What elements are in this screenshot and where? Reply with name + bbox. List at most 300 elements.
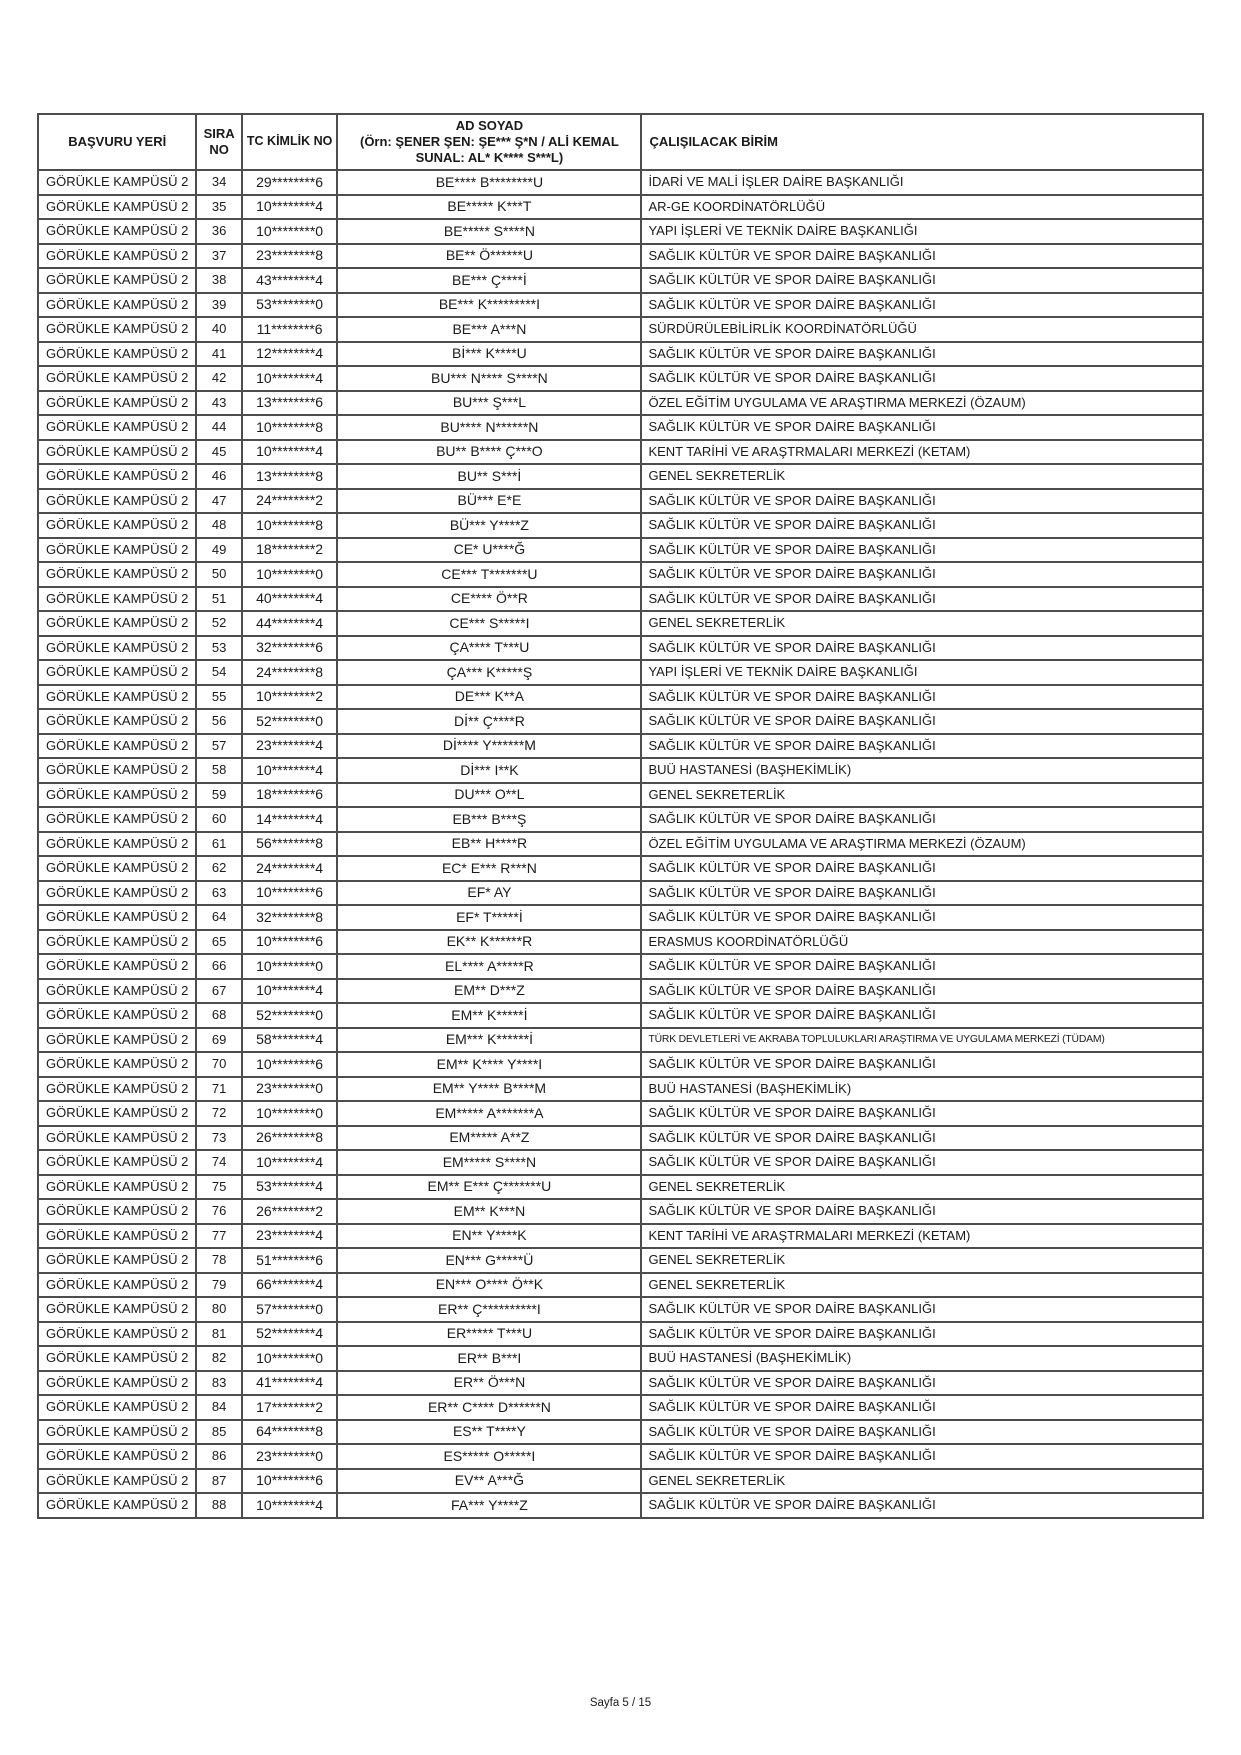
cell-birim: GENEL SEKRETERLİK xyxy=(641,1273,1203,1298)
cell-tc-kimlik-no: 10********4 xyxy=(242,366,338,391)
table-row xyxy=(38,538,1203,563)
cell-sira-no: 53 xyxy=(196,636,241,661)
table-row xyxy=(38,1248,1203,1273)
cell-birim: SAĞLIK KÜLTÜR VE SPOR DAİRE BAŞKANLIĞI xyxy=(641,1420,1203,1445)
cell-basvuru-yeri: GÖRÜKLE KAMPÜSÜ 2 xyxy=(38,930,196,955)
cell-sira-no: 85 xyxy=(196,1420,241,1445)
cell-basvuru-yeri: GÖRÜKLE KAMPÜSÜ 2 xyxy=(38,979,196,1004)
cell-tc-kimlik-no: 64********8 xyxy=(242,1420,338,1445)
cell-basvuru-yeri: GÖRÜKLE KAMPÜSÜ 2 xyxy=(38,587,196,612)
cell-basvuru-yeri: GÖRÜKLE KAMPÜSÜ 2 xyxy=(38,1101,196,1126)
cell-basvuru-yeri: GÖRÜKLE KAMPÜSÜ 2 xyxy=(38,170,196,195)
cell-sira-no: 64 xyxy=(196,905,241,930)
table-row xyxy=(38,219,1203,244)
cell-ad-soyad: ES** T****Y xyxy=(337,1420,641,1445)
cell-tc-kimlik-no: 40********4 xyxy=(242,587,338,612)
cell-tc-kimlik-no: 10********4 xyxy=(242,1150,338,1175)
table-row xyxy=(38,1077,1203,1102)
cell-birim: KENT TARİHİ VE ARAŞTRMALARI MERKEZİ (KETAM) xyxy=(641,1224,1203,1249)
cell-tc-kimlik-no: 10********4 xyxy=(242,440,338,465)
table-row xyxy=(38,366,1203,391)
cell-ad-soyad: Dİ**** Y******M xyxy=(337,734,641,759)
table-row xyxy=(38,1003,1203,1028)
table-row xyxy=(38,244,1203,269)
cell-tc-kimlik-no: 23********8 xyxy=(242,244,338,269)
cell-birim: GENEL SEKRETERLİK xyxy=(641,1469,1203,1494)
cell-birim: SAĞLIK KÜLTÜR VE SPOR DAİRE BAŞKANLIĞI xyxy=(641,1493,1203,1518)
cell-basvuru-yeri: GÖRÜKLE KAMPÜSÜ 2 xyxy=(38,489,196,514)
cell-ad-soyad: EM** E*** Ç*******U xyxy=(337,1175,641,1200)
cell-birim: TÜRK DEVLETLERİ VE AKRABA TOPLULUKLARI ARAŞTIRMA VE UYGULAMA MERKEZİ (TÜDAM) xyxy=(641,1028,1203,1053)
cell-sira-no: 50 xyxy=(196,562,241,587)
cell-basvuru-yeri: GÖRÜKLE KAMPÜSÜ 2 xyxy=(38,758,196,783)
cell-tc-kimlik-no: 11********6 xyxy=(242,317,338,342)
cell-ad-soyad: ER** Ç**********I xyxy=(337,1297,641,1322)
cell-tc-kimlik-no: 43********4 xyxy=(242,268,338,293)
table-row xyxy=(38,1224,1203,1249)
cell-ad-soyad: EF* T*****İ xyxy=(337,905,641,930)
cell-sira-no: 39 xyxy=(196,293,241,318)
cell-ad-soyad: EB*** B***Ş xyxy=(337,807,641,832)
cell-birim: SAĞLIK KÜLTÜR VE SPOR DAİRE BAŞKANLIĞI xyxy=(641,513,1203,538)
cell-tc-kimlik-no: 13********8 xyxy=(242,464,338,489)
cell-sira-no: 66 xyxy=(196,954,241,979)
cell-sira-no: 44 xyxy=(196,415,241,440)
cell-sira-no: 62 xyxy=(196,856,241,881)
table-row xyxy=(38,660,1203,685)
cell-tc-kimlik-no: 23********4 xyxy=(242,734,338,759)
cell-basvuru-yeri: GÖRÜKLE KAMPÜSÜ 2 xyxy=(38,636,196,661)
header-ad-soyad xyxy=(337,114,641,170)
header-sira-no: SIRA NO xyxy=(196,114,241,170)
cell-basvuru-yeri: GÖRÜKLE KAMPÜSÜ 2 xyxy=(38,1420,196,1445)
cell-sira-no: 83 xyxy=(196,1371,241,1396)
cell-tc-kimlik-no: 52********0 xyxy=(242,1003,338,1028)
table-row xyxy=(38,1346,1203,1371)
table-row xyxy=(38,1395,1203,1420)
cell-birim: SAĞLIK KÜLTÜR VE SPOR DAİRE BAŞKANLIĞI xyxy=(641,1101,1203,1126)
cell-birim: SAĞLIK KÜLTÜR VE SPOR DAİRE BAŞKANLIĞI xyxy=(641,954,1203,979)
cell-tc-kimlik-no: 10********8 xyxy=(242,415,338,440)
cell-ad-soyad: EF* AY xyxy=(337,881,641,906)
cell-tc-kimlik-no: 23********4 xyxy=(242,1224,338,1249)
cell-tc-kimlik-no: 23********0 xyxy=(242,1077,338,1102)
cell-birim: SAĞLIK KÜLTÜR VE SPOR DAİRE BAŞKANLIĞI xyxy=(641,587,1203,612)
cell-birim: SAĞLIK KÜLTÜR VE SPOR DAİRE BAŞKANLIĞI xyxy=(641,979,1203,1004)
cell-sira-no: 46 xyxy=(196,464,241,489)
cell-basvuru-yeri: GÖRÜKLE KAMPÜSÜ 2 xyxy=(38,881,196,906)
cell-sira-no: 77 xyxy=(196,1224,241,1249)
cell-sira-no: 86 xyxy=(196,1444,241,1469)
cell-sira-no: 61 xyxy=(196,832,241,857)
cell-tc-kimlik-no: 10********4 xyxy=(242,979,338,1004)
cell-tc-kimlik-no: 24********2 xyxy=(242,489,338,514)
cell-ad-soyad: ÇA*** K*****Ş xyxy=(337,660,641,685)
cell-tc-kimlik-no: 32********6 xyxy=(242,636,338,661)
cell-ad-soyad: EV** A***Ğ xyxy=(337,1469,641,1494)
cell-tc-kimlik-no: 23********0 xyxy=(242,1444,338,1469)
cell-birim: SAĞLIK KÜLTÜR VE SPOR DAİRE BAŞKANLIĞI xyxy=(641,244,1203,269)
header-row xyxy=(38,114,1203,170)
cell-tc-kimlik-no: 17********2 xyxy=(242,1395,338,1420)
cell-basvuru-yeri: GÖRÜKLE KAMPÜSÜ 2 xyxy=(38,464,196,489)
cell-tc-kimlik-no: 10********8 xyxy=(242,513,338,538)
table-header xyxy=(38,114,1203,170)
cell-sira-no: 87 xyxy=(196,1469,241,1494)
cell-birim: BUÜ HASTANESİ (BAŞHEKİMLİK) xyxy=(641,1346,1203,1371)
table-row xyxy=(38,783,1203,808)
cell-tc-kimlik-no: 10********2 xyxy=(242,685,338,710)
cell-ad-soyad: ER** B***I xyxy=(337,1346,641,1371)
cell-basvuru-yeri: GÖRÜKLE KAMPÜSÜ 2 xyxy=(38,1322,196,1347)
cell-sira-no: 35 xyxy=(196,195,241,220)
table-row xyxy=(38,1028,1203,1053)
cell-ad-soyad: Bİ*** K****U xyxy=(337,342,641,367)
header-calisilacak-birim: ÇALIŞILACAK BİRİM xyxy=(641,114,1203,170)
table-row xyxy=(38,464,1203,489)
cell-ad-soyad: CE**** Ö**R xyxy=(337,587,641,612)
cell-birim: SÜRDÜRÜLEBİLİRLİK KOORDİNATÖRLÜĞÜ xyxy=(641,317,1203,342)
cell-birim: YAPI İŞLERİ VE TEKNİK DAİRE BAŞKANLIĞI xyxy=(641,219,1203,244)
cell-birim: KENT TARİHİ VE ARAŞTRMALARI MERKEZİ (KETAM) xyxy=(641,440,1203,465)
cell-ad-soyad: ES***** O*****I xyxy=(337,1444,641,1469)
cell-ad-soyad: EK** K******R xyxy=(337,930,641,955)
table-row xyxy=(38,856,1203,881)
cell-birim: ÖZEL EĞİTİM UYGULAMA VE ARAŞTIRMA MERKEZİ (ÖZAUM) xyxy=(641,832,1203,857)
cell-basvuru-yeri: GÖRÜKLE KAMPÜSÜ 2 xyxy=(38,856,196,881)
cell-basvuru-yeri: GÖRÜKLE KAMPÜSÜ 2 xyxy=(38,195,196,220)
table-row xyxy=(38,611,1203,636)
cell-birim: SAĞLIK KÜLTÜR VE SPOR DAİRE BAŞKANLIĞI xyxy=(641,1444,1203,1469)
table-row xyxy=(38,587,1203,612)
cell-sira-no: 60 xyxy=(196,807,241,832)
cell-sira-no: 48 xyxy=(196,513,241,538)
cell-basvuru-yeri: GÖRÜKLE KAMPÜSÜ 2 xyxy=(38,219,196,244)
table-row xyxy=(38,685,1203,710)
table-row xyxy=(38,930,1203,955)
cell-ad-soyad: EM***** S****N xyxy=(337,1150,641,1175)
cell-tc-kimlik-no: 10********0 xyxy=(242,954,338,979)
cell-sira-no: 54 xyxy=(196,660,241,685)
table-row xyxy=(38,1371,1203,1396)
cell-basvuru-yeri: GÖRÜKLE KAMPÜSÜ 2 xyxy=(38,415,196,440)
cell-basvuru-yeri: GÖRÜKLE KAMPÜSÜ 2 xyxy=(38,1444,196,1469)
cell-basvuru-yeri: GÖRÜKLE KAMPÜSÜ 2 xyxy=(38,1052,196,1077)
table-row xyxy=(38,1493,1203,1518)
cell-ad-soyad: BE*** K*********I xyxy=(337,293,641,318)
header-ad-soyad-example: (Örn: ŞENER ŞEN: ŞE*** Ş*N / ALİ KEMAL SUNAL: AL* K**** S***L) xyxy=(359,133,619,166)
cell-tc-kimlik-no: 44********4 xyxy=(242,611,338,636)
cell-basvuru-yeri: GÖRÜKLE KAMPÜSÜ 2 xyxy=(38,1199,196,1224)
table-row xyxy=(38,1322,1203,1347)
table-body xyxy=(38,170,1203,1518)
cell-basvuru-yeri: GÖRÜKLE KAMPÜSÜ 2 xyxy=(38,1028,196,1053)
cell-tc-kimlik-no: 53********4 xyxy=(242,1175,338,1200)
cell-ad-soyad: FA*** Y****Z xyxy=(337,1493,641,1518)
table-row xyxy=(38,440,1203,465)
cell-tc-kimlik-no: 10********4 xyxy=(242,1493,338,1518)
cell-sira-no: 52 xyxy=(196,611,241,636)
cell-basvuru-yeri: GÖRÜKLE KAMPÜSÜ 2 xyxy=(38,685,196,710)
table-row xyxy=(38,636,1203,661)
cell-birim: GENEL SEKRETERLİK xyxy=(641,783,1203,808)
cell-sira-no: 63 xyxy=(196,881,241,906)
cell-tc-kimlik-no: 18********2 xyxy=(242,538,338,563)
cell-ad-soyad: BÜ*** Y****Z xyxy=(337,513,641,538)
cell-basvuru-yeri: GÖRÜKLE KAMPÜSÜ 2 xyxy=(38,1126,196,1151)
cell-ad-soyad: BE*** A***N xyxy=(337,317,641,342)
table-row xyxy=(38,954,1203,979)
cell-ad-soyad: EM*** K******İ xyxy=(337,1028,641,1053)
table-row xyxy=(38,1199,1203,1224)
table-row xyxy=(38,734,1203,759)
table-row xyxy=(38,807,1203,832)
cell-sira-no: 56 xyxy=(196,709,241,734)
cell-ad-soyad: CE* U****Ğ xyxy=(337,538,641,563)
cell-birim: SAĞLIK KÜLTÜR VE SPOR DAİRE BAŞKANLIĞI xyxy=(641,489,1203,514)
cell-ad-soyad: EL**** A*****R xyxy=(337,954,641,979)
cell-sira-no: 67 xyxy=(196,979,241,1004)
table-row xyxy=(38,391,1203,416)
cell-basvuru-yeri: GÖRÜKLE KAMPÜSÜ 2 xyxy=(38,1371,196,1396)
table-row xyxy=(38,905,1203,930)
cell-ad-soyad: EM***** A*******A xyxy=(337,1101,641,1126)
cell-tc-kimlik-no: 66********4 xyxy=(242,1273,338,1298)
cell-ad-soyad: CE*** S*****I xyxy=(337,611,641,636)
cell-sira-no: 71 xyxy=(196,1077,241,1102)
cell-tc-kimlik-no: 10********4 xyxy=(242,195,338,220)
cell-ad-soyad: BU*** Ş***L xyxy=(337,391,641,416)
cell-ad-soyad: ER***** T***U xyxy=(337,1322,641,1347)
table-row xyxy=(38,1469,1203,1494)
cell-basvuru-yeri: GÖRÜKLE KAMPÜSÜ 2 xyxy=(38,1297,196,1322)
cell-ad-soyad: BU** S***İ xyxy=(337,464,641,489)
cell-birim: GENEL SEKRETERLİK xyxy=(641,464,1203,489)
cell-basvuru-yeri: GÖRÜKLE KAMPÜSÜ 2 xyxy=(38,366,196,391)
cell-tc-kimlik-no: 10********4 xyxy=(242,758,338,783)
header-basvuru-yeri: BAŞVURU YERİ xyxy=(38,114,196,170)
cell-ad-soyad: BE***** K***T xyxy=(337,195,641,220)
cell-birim: SAĞLIK KÜLTÜR VE SPOR DAİRE BAŞKANLIĞI xyxy=(641,366,1203,391)
cell-ad-soyad: EN** Y****K xyxy=(337,1224,641,1249)
cell-sira-no: 74 xyxy=(196,1150,241,1175)
cell-ad-soyad: EM** D***Z xyxy=(337,979,641,1004)
cell-sira-no: 43 xyxy=(196,391,241,416)
cell-sira-no: 88 xyxy=(196,1493,241,1518)
cell-basvuru-yeri: GÖRÜKLE KAMPÜSÜ 2 xyxy=(38,905,196,930)
cell-basvuru-yeri: GÖRÜKLE KAMPÜSÜ 2 xyxy=(38,611,196,636)
header-ad-soyad-title: AD SOYAD xyxy=(455,117,524,133)
table-row xyxy=(38,1297,1203,1322)
cell-tc-kimlik-no: 53********0 xyxy=(242,293,338,318)
cell-birim: SAĞLIK KÜLTÜR VE SPOR DAİRE BAŞKANLIĞI xyxy=(641,905,1203,930)
cell-ad-soyad: EM** Y**** B****M xyxy=(337,1077,641,1102)
cell-basvuru-yeri: GÖRÜKLE KAMPÜSÜ 2 xyxy=(38,440,196,465)
cell-birim: SAĞLIK KÜLTÜR VE SPOR DAİRE BAŞKANLIĞI xyxy=(641,734,1203,759)
cell-ad-soyad: DU*** O**L xyxy=(337,783,641,808)
cell-ad-soyad: CE*** T*******U xyxy=(337,562,641,587)
table-row xyxy=(38,758,1203,783)
cell-tc-kimlik-no: 12********4 xyxy=(242,342,338,367)
cell-basvuru-yeri: GÖRÜKLE KAMPÜSÜ 2 xyxy=(38,783,196,808)
cell-birim: SAĞLIK KÜLTÜR VE SPOR DAİRE BAŞKANLIĞI xyxy=(641,342,1203,367)
cell-birim: SAĞLIK KÜLTÜR VE SPOR DAİRE BAŞKANLIĞI xyxy=(641,881,1203,906)
cell-basvuru-yeri: GÖRÜKLE KAMPÜSÜ 2 xyxy=(38,342,196,367)
cell-basvuru-yeri: GÖRÜKLE KAMPÜSÜ 2 xyxy=(38,391,196,416)
cell-sira-no: 55 xyxy=(196,685,241,710)
cell-birim: GENEL SEKRETERLİK xyxy=(641,1248,1203,1273)
cell-ad-soyad: EC* E*** R***N xyxy=(337,856,641,881)
cell-ad-soyad: EM** K**** Y****I xyxy=(337,1052,641,1077)
cell-tc-kimlik-no: 24********4 xyxy=(242,856,338,881)
cell-ad-soyad: BÜ*** E*E xyxy=(337,489,641,514)
cell-tc-kimlik-no: 10********0 xyxy=(242,219,338,244)
cell-basvuru-yeri: GÖRÜKLE KAMPÜSÜ 2 xyxy=(38,538,196,563)
cell-basvuru-yeri: GÖRÜKLE KAMPÜSÜ 2 xyxy=(38,1150,196,1175)
cell-sira-no: 73 xyxy=(196,1126,241,1151)
table-row xyxy=(38,881,1203,906)
cell-sira-no: 34 xyxy=(196,170,241,195)
cell-sira-no: 68 xyxy=(196,1003,241,1028)
cell-basvuru-yeri: GÖRÜKLE KAMPÜSÜ 2 xyxy=(38,1493,196,1518)
cell-tc-kimlik-no: 18********6 xyxy=(242,783,338,808)
cell-birim: SAĞLIK KÜLTÜR VE SPOR DAİRE BAŞKANLIĞI xyxy=(641,1322,1203,1347)
cell-sira-no: 84 xyxy=(196,1395,241,1420)
cell-birim: SAĞLIK KÜLTÜR VE SPOR DAİRE BAŞKANLIĞI xyxy=(641,1052,1203,1077)
cell-birim: SAĞLIK KÜLTÜR VE SPOR DAİRE BAŞKANLIĞI xyxy=(641,268,1203,293)
cell-basvuru-yeri: GÖRÜKLE KAMPÜSÜ 2 xyxy=(38,1273,196,1298)
cell-sira-no: 51 xyxy=(196,587,241,612)
cell-basvuru-yeri: GÖRÜKLE KAMPÜSÜ 2 xyxy=(38,832,196,857)
cell-tc-kimlik-no: 10********6 xyxy=(242,1469,338,1494)
cell-ad-soyad: EB** H****R xyxy=(337,832,641,857)
cell-sira-no: 58 xyxy=(196,758,241,783)
cell-tc-kimlik-no: 13********6 xyxy=(242,391,338,416)
cell-birim: GENEL SEKRETERLİK xyxy=(641,1175,1203,1200)
cell-ad-soyad: BU**** N******N xyxy=(337,415,641,440)
cell-sira-no: 79 xyxy=(196,1273,241,1298)
cell-basvuru-yeri: GÖRÜKLE KAMPÜSÜ 2 xyxy=(38,268,196,293)
cell-tc-kimlik-no: 57********0 xyxy=(242,1297,338,1322)
cell-tc-kimlik-no: 10********0 xyxy=(242,1101,338,1126)
cell-basvuru-yeri: GÖRÜKLE KAMPÜSÜ 2 xyxy=(38,562,196,587)
cell-sira-no: 59 xyxy=(196,783,241,808)
cell-ad-soyad: ER** Ö***N xyxy=(337,1371,641,1396)
cell-sira-no: 47 xyxy=(196,489,241,514)
cell-birim: SAĞLIK KÜLTÜR VE SPOR DAİRE BAŞKANLIĞI xyxy=(641,1003,1203,1028)
cell-birim: SAĞLIK KÜLTÜR VE SPOR DAİRE BAŞKANLIĞI xyxy=(641,293,1203,318)
table-row xyxy=(38,195,1203,220)
cell-birim: SAĞLIK KÜLTÜR VE SPOR DAİRE BAŞKANLIĞI xyxy=(641,1126,1203,1151)
cell-sira-no: 80 xyxy=(196,1297,241,1322)
table-row xyxy=(38,1052,1203,1077)
table-row xyxy=(38,268,1203,293)
cell-basvuru-yeri: GÖRÜKLE KAMPÜSÜ 2 xyxy=(38,1248,196,1273)
cell-birim: SAĞLIK KÜLTÜR VE SPOR DAİRE BAŞKANLIĞI xyxy=(641,538,1203,563)
cell-birim: SAĞLIK KÜLTÜR VE SPOR DAİRE BAŞKANLIĞI xyxy=(641,807,1203,832)
cell-sira-no: 41 xyxy=(196,342,241,367)
cell-ad-soyad: BU** B**** Ç***O xyxy=(337,440,641,465)
table-row xyxy=(38,562,1203,587)
cell-sira-no: 81 xyxy=(196,1322,241,1347)
cell-ad-soyad: BE** Ö******U xyxy=(337,244,641,269)
cell-birim: İDARİ VE MALİ İŞLER DAİRE BAŞKANLIĞI xyxy=(641,170,1203,195)
cell-tc-kimlik-no: 10********0 xyxy=(242,1346,338,1371)
header-tc-kimlik-no: TC KİMLİK NO xyxy=(242,114,338,170)
cell-tc-kimlik-no: 52********4 xyxy=(242,1322,338,1347)
cell-sira-no: 49 xyxy=(196,538,241,563)
cell-basvuru-yeri: GÖRÜKLE KAMPÜSÜ 2 xyxy=(38,1395,196,1420)
cell-basvuru-yeri: GÖRÜKLE KAMPÜSÜ 2 xyxy=(38,1224,196,1249)
cell-tc-kimlik-no: 52********0 xyxy=(242,709,338,734)
cell-ad-soyad: DE*** K**A xyxy=(337,685,641,710)
cell-birim: SAĞLIK KÜLTÜR VE SPOR DAİRE BAŞKANLIĞI xyxy=(641,856,1203,881)
table-row xyxy=(38,709,1203,734)
cell-tc-kimlik-no: 10********0 xyxy=(242,562,338,587)
table-row xyxy=(38,489,1203,514)
cell-sira-no: 65 xyxy=(196,930,241,955)
cell-tc-kimlik-no: 10********6 xyxy=(242,881,338,906)
table-row xyxy=(38,1175,1203,1200)
cell-tc-kimlik-no: 10********6 xyxy=(242,930,338,955)
cell-birim: BUÜ HASTANESİ (BAŞHEKİMLİK) xyxy=(641,758,1203,783)
cell-basvuru-yeri: GÖRÜKLE KAMPÜSÜ 2 xyxy=(38,1175,196,1200)
cell-ad-soyad: EM** K***N xyxy=(337,1199,641,1224)
cell-basvuru-yeri: GÖRÜKLE KAMPÜSÜ 2 xyxy=(38,293,196,318)
cell-birim: SAĞLIK KÜLTÜR VE SPOR DAİRE BAŞKANLIĞI xyxy=(641,709,1203,734)
cell-basvuru-yeri: GÖRÜKLE KAMPÜSÜ 2 xyxy=(38,513,196,538)
table-row xyxy=(38,342,1203,367)
cell-sira-no: 82 xyxy=(196,1346,241,1371)
table-row xyxy=(38,1273,1203,1298)
table-row xyxy=(38,1420,1203,1445)
cell-sira-no: 70 xyxy=(196,1052,241,1077)
cell-birim: BUÜ HASTANESİ (BAŞHEKİMLİK) xyxy=(641,1077,1203,1102)
cell-sira-no: 45 xyxy=(196,440,241,465)
cell-ad-soyad: ER** C**** D******N xyxy=(337,1395,641,1420)
cell-basvuru-yeri: GÖRÜKLE KAMPÜSÜ 2 xyxy=(38,807,196,832)
cell-sira-no: 69 xyxy=(196,1028,241,1053)
table-row xyxy=(38,1126,1203,1151)
table-row xyxy=(38,1101,1203,1126)
cell-tc-kimlik-no: 32********8 xyxy=(242,905,338,930)
cell-ad-soyad: EN*** O**** Ö**K xyxy=(337,1273,641,1298)
cell-tc-kimlik-no: 29********6 xyxy=(242,170,338,195)
cell-sira-no: 40 xyxy=(196,317,241,342)
cell-sira-no: 36 xyxy=(196,219,241,244)
cell-basvuru-yeri: GÖRÜKLE KAMPÜSÜ 2 xyxy=(38,317,196,342)
table-row xyxy=(38,513,1203,538)
cell-tc-kimlik-no: 56********8 xyxy=(242,832,338,857)
cell-tc-kimlik-no: 10********6 xyxy=(242,1052,338,1077)
cell-birim: SAĞLIK KÜLTÜR VE SPOR DAİRE BAŞKANLIĞI xyxy=(641,636,1203,661)
cell-tc-kimlik-no: 24********8 xyxy=(242,660,338,685)
cell-basvuru-yeri: GÖRÜKLE KAMPÜSÜ 2 xyxy=(38,244,196,269)
cell-basvuru-yeri: GÖRÜKLE KAMPÜSÜ 2 xyxy=(38,1003,196,1028)
cell-ad-soyad: EM** K*****İ xyxy=(337,1003,641,1028)
cell-sira-no: 38 xyxy=(196,268,241,293)
cell-birim: SAĞLIK KÜLTÜR VE SPOR DAİRE BAŞKANLIĞI xyxy=(641,1199,1203,1224)
cell-tc-kimlik-no: 58********4 xyxy=(242,1028,338,1053)
cell-sira-no: 42 xyxy=(196,366,241,391)
cell-birim: SAĞLIK KÜLTÜR VE SPOR DAİRE BAŞKANLIĞI xyxy=(641,415,1203,440)
cell-ad-soyad: BE***** S****N xyxy=(337,219,641,244)
table-row xyxy=(38,170,1203,195)
table-row xyxy=(38,979,1203,1004)
table-row xyxy=(38,832,1203,857)
cell-birim: YAPI İŞLERİ VE TEKNİK DAİRE BAŞKANLIĞI xyxy=(641,660,1203,685)
table-row xyxy=(38,317,1203,342)
